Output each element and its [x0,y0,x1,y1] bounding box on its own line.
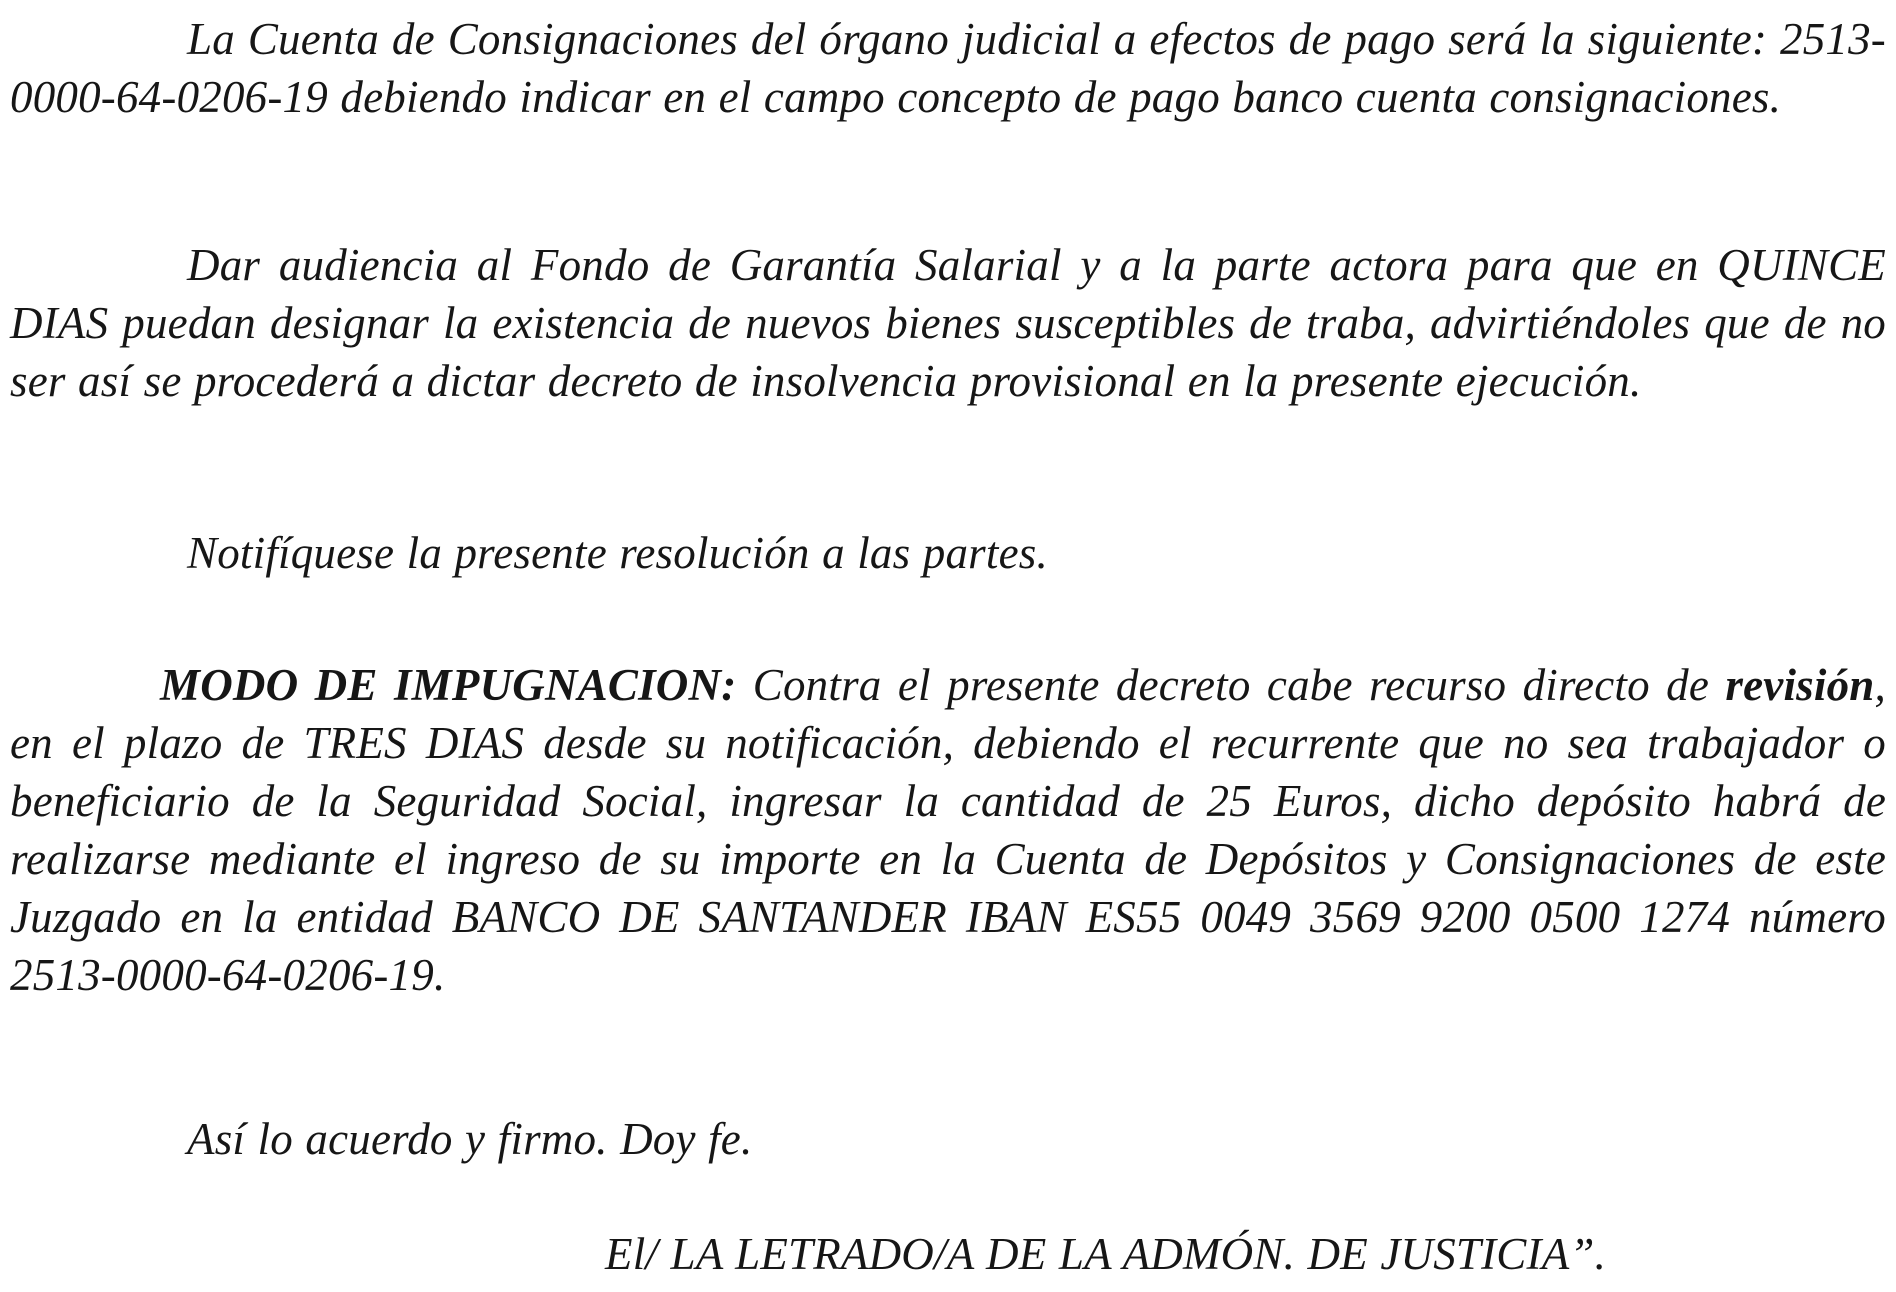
paragraph-cuenta-consignaciones: La Cuenta de Consignaciones del órgano judicial a efectos de pago será la siguiente: 2513-0000-64-0206-19 debiendo indicar en el campo concepto de pago banco cuenta consignaciones. [10,14,1886,122]
paragraph-notificacion: Notifíquese la presente resolución a las partes. [187,528,1048,578]
document-page [10,0,1886,1292]
paragraph-modo-impugnacion [10,656,1886,1004]
impugnacion-heading: MODO DE IMPUGNACION: [160,660,737,710]
signature-line: El/ LA LETRADO/A DE LA ADMÓN. DE JUSTICIA”. [605,1229,1607,1279]
impugnacion-text-a: Contra el presente decreto cabe recurso directo de [736,660,1726,710]
paragraph-audiencia: Dar audiencia al Fondo de Garantía Salarial y a la parte actora para que en QUINCE DIAS puedan designar la existencia de nuevos bienes susceptibles de traba, advirtiéndoles que de no ser así se procederá a dictar decreto de insolvencia provisional en la presente ejecución. [10,240,1886,406]
impugnacion-text-b: , en el plazo de TRES DIAS desde su notificación, debiendo el recurrente que no sea trabajador o beneficiario de la Seguridad Social, ingresar la cantidad de 25 Euros, dicho depósito habrá de realizarse mediante el ingreso de su importe en la Cuenta de Depósitos y Consignaciones de este Juzgado en la entidad BANCO DE SANTANDER IBAN ES55 0049 3569 9200 0500 1274 número 2513-0000-64-0206-19. [10,660,1886,1000]
closing-line: Así lo acuerdo y firmo. Doy fe. [187,1114,753,1164]
impugnacion-bold-word: revisión [1725,660,1875,710]
